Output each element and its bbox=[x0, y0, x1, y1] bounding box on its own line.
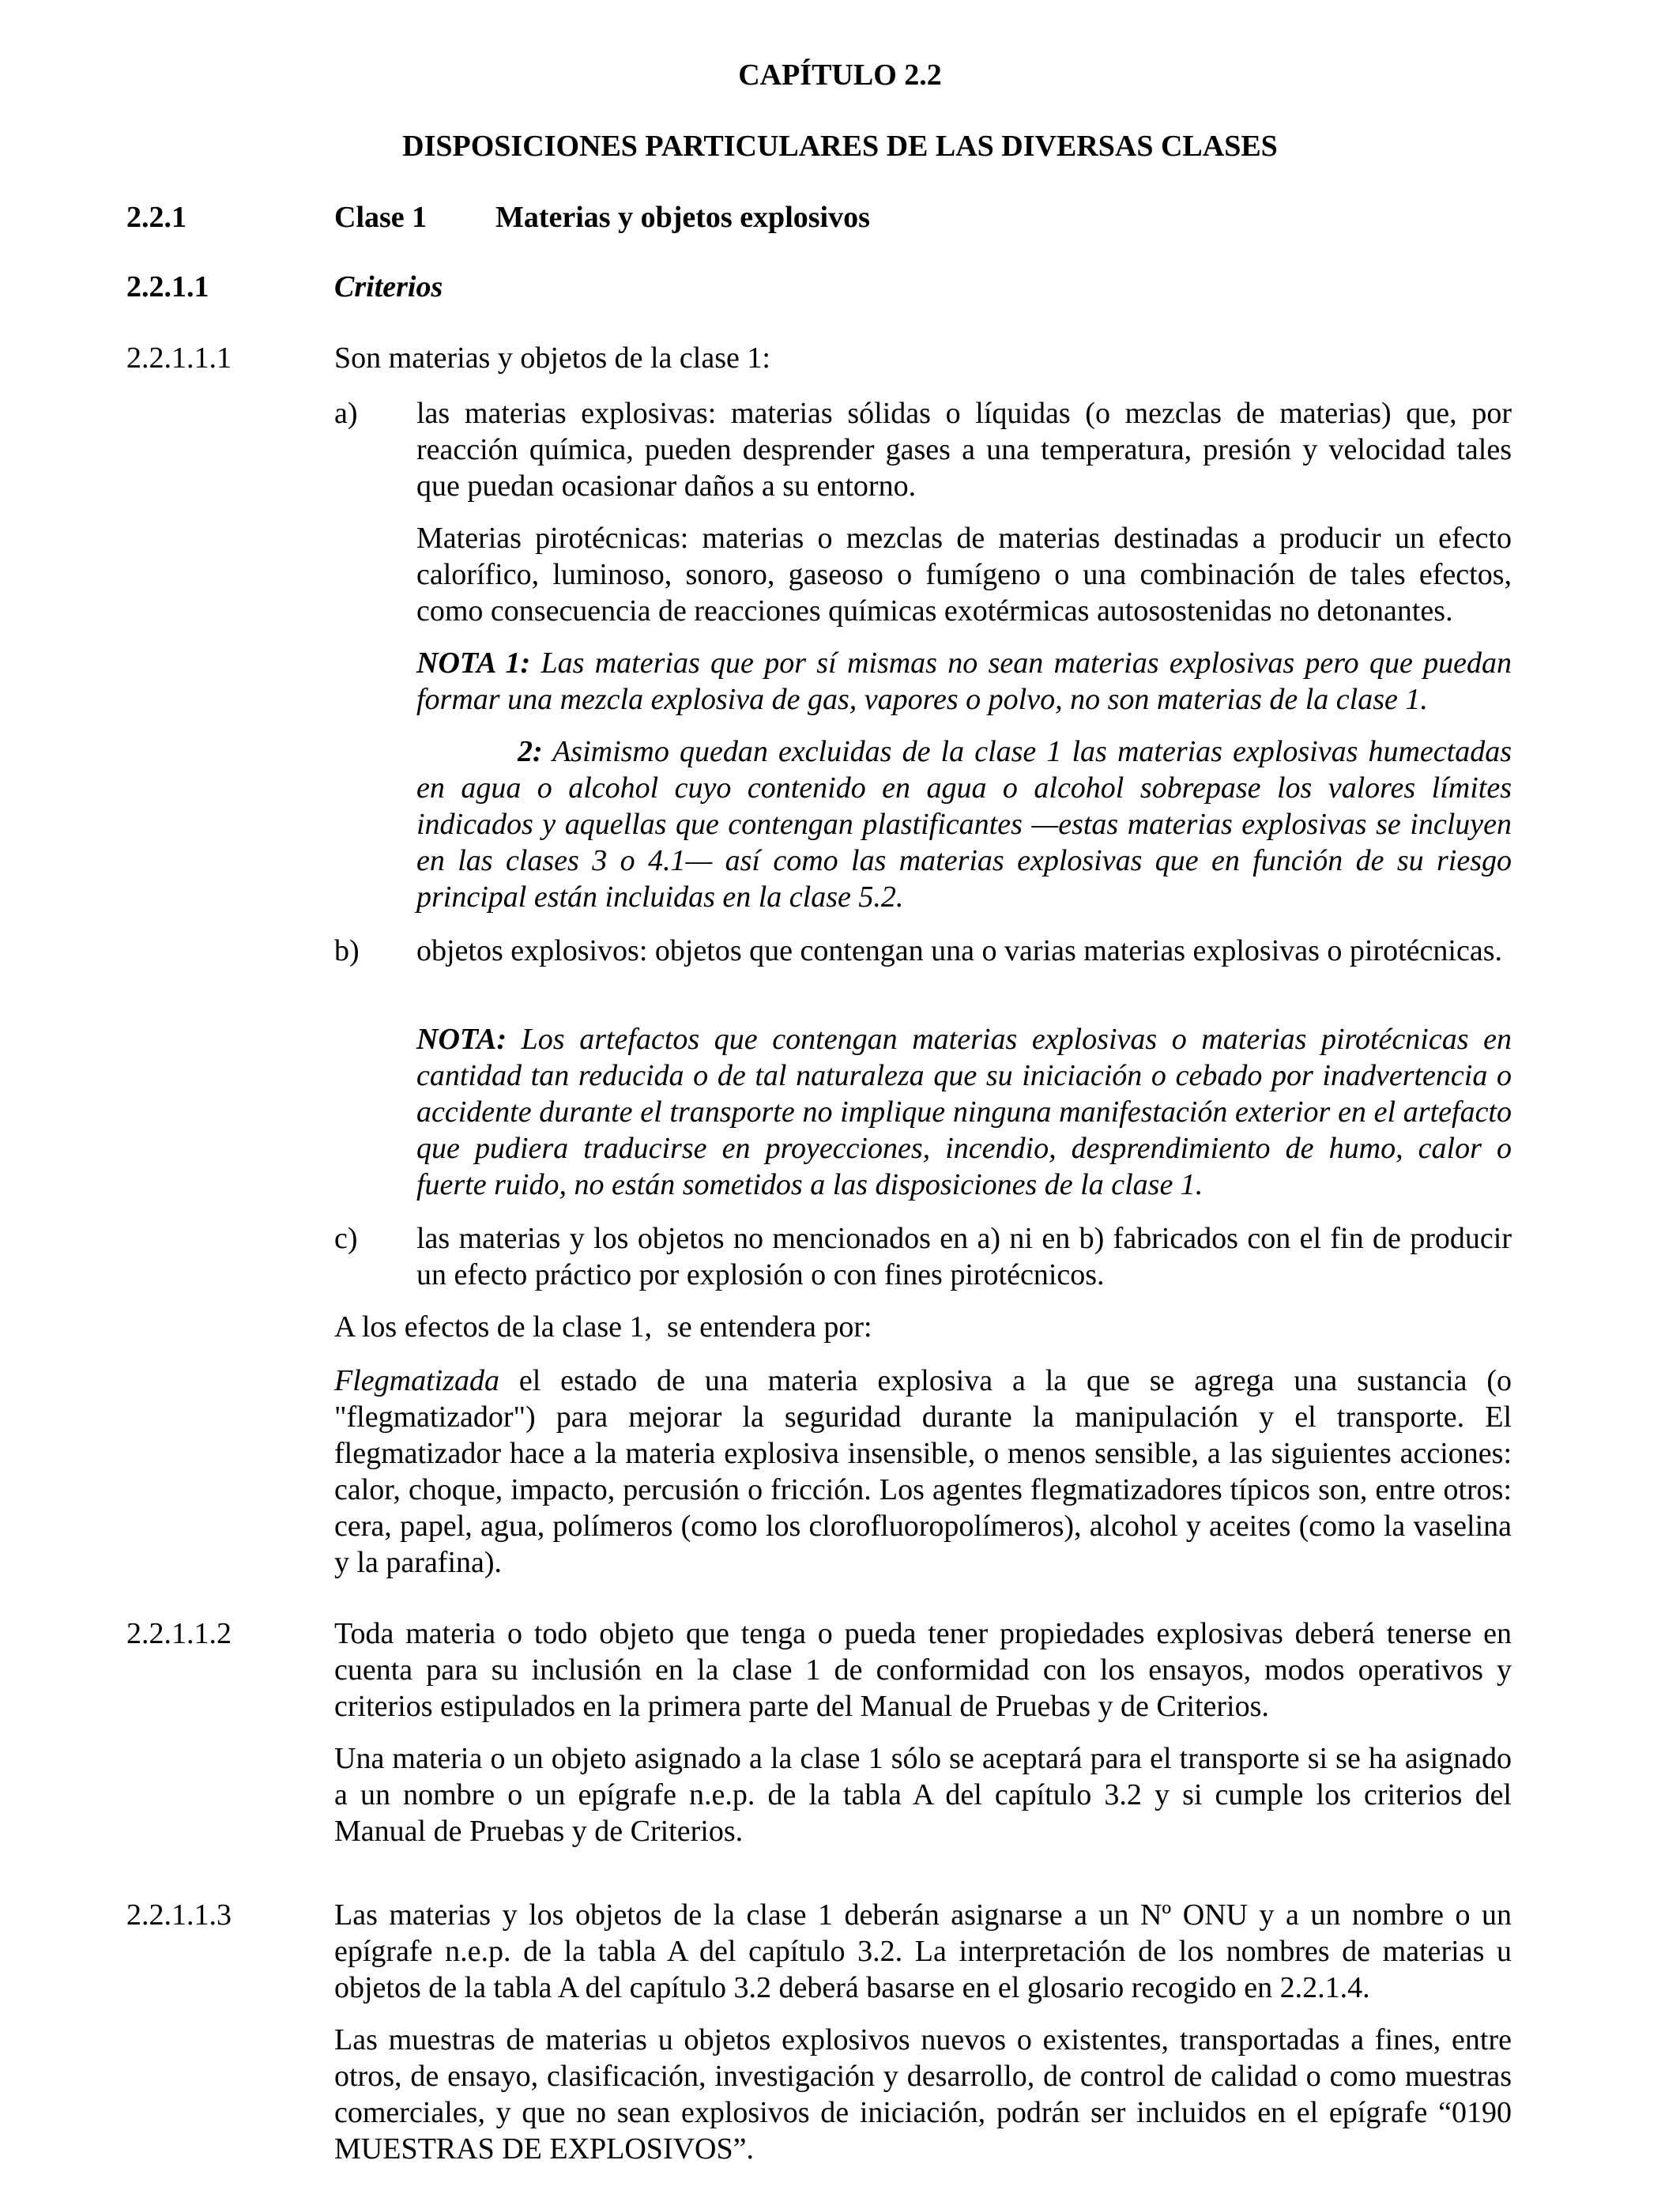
note-1-label: NOTA 1: bbox=[416, 647, 531, 680]
item-b-text: objetos explosivos: objetos que contengan una o varias materias explosivas o pirotécnicas. bbox=[416, 934, 1502, 967]
note-b bbox=[416, 1021, 1512, 1203]
paragraph-text: Las materias y los objetos de la clase 1 deberán asignarse a un Nº ONU y a un nombre o un epígrafe n.e.p. de la tabla A del capítulo 3.2. La interpretación de los nombres de materias u objetos de la tabla A del capítulo 3.2 deberá basarse en el glosario recogido en 2.2.1.4. bbox=[334, 1898, 1512, 2004]
note-1 bbox=[416, 645, 1512, 718]
subsection-number: 2.2.1.1 bbox=[126, 270, 209, 303]
flegmatized-definition bbox=[334, 1363, 1512, 1581]
effects-intro: A los efectos de la clase 1, se entendera por: bbox=[334, 1310, 872, 1344]
paragraph-text: Toda materia o todo objeto que tenga o pueda tener propiedades explosivas deberá tenerse en cuenta para su inclusión en la clase 1 de conformidad con los ensayos, modos operativos y criterios estipulados en la primera parte del Manual de Pruebas y de Criterios. bbox=[334, 1617, 1512, 1723]
flegmatized-text: el estado de una materia explosiva a la que se agrega una sustancia (o "flegmatizador") para mejorar la seguridad durante la manipulación y el transporte. El flegmatizador hace a la materia explosiva insensible, o menos sensible, a las siguientes acciones: calor, choque, impacto, percusión o fricción. Los agentes flegmatizadores típicos son, entre otros: cera, papel, agua, polímeros (como los clorofluoropolímeros), alcohol y aceites (como la vaselina y la parafina). bbox=[334, 1364, 1512, 1579]
chapter-subtitle: DISPOSICIONES PARTICULARES DE LAS DIVERSAS CLASES bbox=[402, 130, 1278, 163]
paragraph-intro: Son materias y objetos de la clase 1: bbox=[334, 341, 770, 375]
paragraph-number: 2.2.1.1.3 bbox=[126, 1898, 232, 1932]
paragraph-number: 2.2.1.1.2 bbox=[126, 1617, 232, 1650]
item-c-text: las materias y los objetos no mencionados en a) ni en b) fabricados con el fin de producir un efecto práctico por explosión o con fines pirotécnicos. bbox=[416, 1222, 1512, 1291]
paragraph-text: Las muestras de materias u objetos explosivos nuevos o existentes, transportadas a fines, entre otros, de ensayo, clasificación, investigación y desarrollo, de control de calidad o como muestras comerciales, y que no sean explosivos de iniciación, podrán ser incluidos en el epígrafe “0190 MUESTRAS DE EXPLOSIVOS”. bbox=[334, 2023, 1512, 2166]
note-2-text: Asimismo quedan excluidas de la clase 1 las materias explosivas humectadas en agua o alcohol cuyo contenido en agua o alcohol sobrepase los valores límites indicados y aquellas que contengan plastificantes —estas materias explosivas se incluyen en las clases 3 o 4.1— así como las materias explosivas que en función de su riesgo principal están incluidas en la clase 5.2. bbox=[416, 735, 1512, 914]
section-title: Materias y objetos explosivos bbox=[495, 201, 870, 234]
item-c-label: c) bbox=[334, 1222, 358, 1255]
chapter-title: CAPÍTULO 2.2 bbox=[738, 58, 942, 92]
subsection-title: Criterios bbox=[334, 270, 443, 303]
section-class-label: Clase 1 bbox=[334, 201, 428, 234]
note-1-text: Las materias que por sí mismas no sean materias explosivas pero que puedan formar una mezcla explosiva de gas, vapores o polvo, no son materias de la clase 1. bbox=[416, 647, 1512, 716]
item-a-text: las materias explosivas: materias sólidas o líquidas (o mezclas de materias) que, por reacción química, pueden desprender gases a una temperatura, presión y velocidad tales que puedan ocasionar daños a su entorno. bbox=[416, 397, 1512, 503]
item-b-label: b) bbox=[334, 934, 360, 967]
pyrotechnic-definition: Materias pirotécnicas: materias o mezclas de materias destinadas a producir un efecto calorífico, luminoso, sonoro, gaseoso o fumígeno o una combinación de tales efectos, como consecuencia de reacciones químicas exotérmicas autosostenidas no detonantes. bbox=[416, 522, 1512, 628]
note-b-label: NOTA: bbox=[416, 1023, 507, 1056]
flegmatized-term: Flegmatizada bbox=[334, 1364, 499, 1397]
paragraph-text: Una materia o un objeto asignado a la clase 1 sólo se aceptará para el transporte si se ha asignado a un nombre o un epígrafe n.e.p. de la tabla A del capítulo 3.2 y si cumple los criterios del Manual de Pruebas y de Criterios. bbox=[334, 1742, 1512, 1848]
note-b-text: Los artefactos que contengan materias explosivas o materias pirotécnicas en cantidad tan reducida o de tal naturaleza que su iniciación o cebado por inadvertencia o accidente durante el transporte no implique ninguna manifestación exterior en el artefacto que pudiera traducirse en proyecciones, incendio, desprendimiento de humo, calor o fuerte ruido, no están sometidos a las disposiciones de la clase 1. bbox=[416, 1023, 1512, 1201]
note-2 bbox=[416, 733, 1512, 915]
item-a-label: a) bbox=[334, 397, 358, 430]
paragraph-number: 2.2.1.1.1 bbox=[126, 341, 232, 375]
section-number: 2.2.1 bbox=[126, 201, 186, 234]
note-2-label: 2: bbox=[518, 735, 543, 768]
